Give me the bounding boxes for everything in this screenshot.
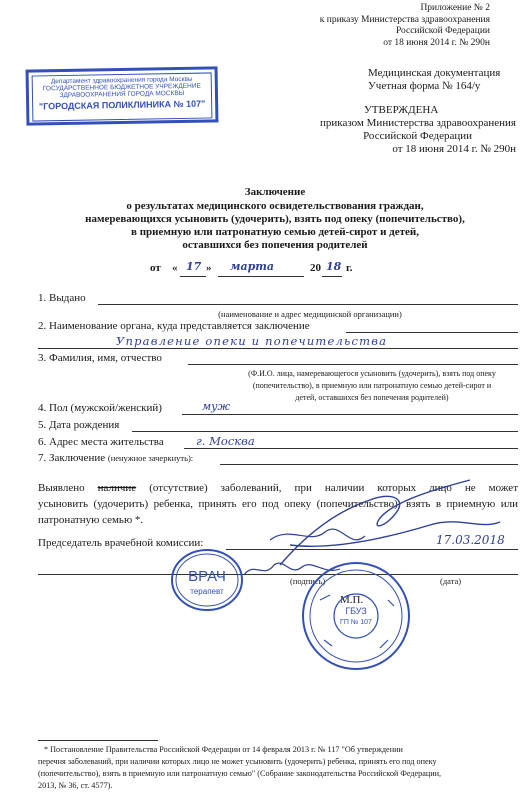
footnote-line: 2013, № 36, ст. 4577).	[38, 781, 113, 790]
quote-open: «	[172, 262, 178, 274]
form-block	[368, 67, 518, 93]
title-line: в приемную или патронатную семью детей-сирот и детей,	[131, 226, 419, 238]
footnote	[38, 744, 518, 792]
field-birthdate-line[interactable]	[132, 431, 518, 432]
date-prefix: от	[150, 262, 161, 274]
date-suffix: г.	[346, 262, 353, 274]
institution-stamp	[26, 66, 219, 125]
approved-title: УТВЕРЖДЕНА	[364, 104, 439, 116]
form-line: Учетная форма № 164/у	[368, 80, 481, 92]
footnote-line: * Постановление Правительства Российской Федерации от 14 февраля 2013 г. № 117 "Об утверждении	[44, 745, 403, 754]
title-line: о результатах медицинского освидетельствования граждан,	[126, 200, 424, 212]
footnote-line: (попечительство), взять в приемную или патронатную семью" (Собрание законодательства Российской Федерации,	[38, 769, 442, 778]
conclusion-line: патронатную семью *.	[38, 514, 144, 526]
field-address-value: г. Москва	[196, 434, 255, 448]
title-line: оставшихся без попечения родителей	[182, 239, 368, 251]
date-month: марта	[230, 260, 275, 273]
field-issued-label: 1. Выдано	[38, 292, 86, 304]
date-day: 17	[186, 260, 202, 273]
field-name-line[interactable]	[188, 364, 518, 365]
stamp-line: ГОСУДАРСТВЕННОЕ БЮДЖЕТНОЕ УЧРЕЖДЕНИЕ	[42, 82, 201, 93]
field-address-label: 6. Адрес места жительства	[38, 436, 164, 448]
approved-line: Российской Федерации	[363, 130, 472, 142]
field-sex-label: 4. Пол (мужской/женский)	[38, 402, 162, 414]
doctor-stamp-title: ВРАЧ	[188, 568, 226, 585]
field-conclusion-label	[38, 452, 193, 465]
approved-block	[288, 104, 516, 156]
date-year-suffix: 18	[326, 260, 342, 273]
round-seal	[300, 560, 412, 672]
field-authority-value: Управление опеки и попечительства	[116, 334, 388, 348]
quote-close: »	[206, 262, 212, 274]
field-conclusion-line[interactable]	[220, 464, 518, 465]
stamp-line: ЗДРАВООХРАНЕНИЯ ГОРОДА МОСКВЫ	[59, 89, 185, 100]
appendix-line: от 18 июня 2014 г. № 290н	[383, 37, 490, 48]
field-authority-label: 2. Наименование органа, куда представляется заключение	[38, 320, 310, 332]
seal-center-line: ГБУЗ	[345, 606, 367, 616]
appendix-line: Российской Федерации	[395, 26, 490, 36]
field-name-hint-line: (Ф.И.О. лица, намеревающегося усыновить (удочерить), взять под опеку	[248, 369, 496, 378]
seal-place: М.П.	[340, 594, 364, 606]
field-sex-line[interactable]	[182, 414, 518, 415]
doctor-stamp	[170, 548, 244, 612]
appendix-line: Приложение № 2	[420, 3, 490, 13]
title-word: Заключение	[244, 186, 306, 198]
date-year-underline	[322, 276, 342, 277]
title-line: намеревающихся усыновить (удочерить), взять под опеку (попечительство),	[85, 213, 465, 225]
field-conclusion-title: 7. Заключение	[38, 452, 106, 464]
title-date	[150, 262, 390, 278]
signature-hint: (подпись)	[290, 576, 326, 586]
conclusion-line: усыновить (удочерить) ребенка, принять его под опеку (попечительство), взять в приемную или	[38, 498, 518, 510]
field-sex-value: муж	[202, 400, 231, 413]
field-birthdate-label: 5. Дата рождения	[38, 419, 120, 431]
field-address-line[interactable]	[184, 448, 518, 449]
doctor-stamp-subtitle: терапевт	[190, 587, 224, 596]
stamp-line: Департамент здравоохранения города Москвы	[50, 75, 193, 86]
appendix-block	[230, 3, 490, 49]
field-name-hint	[226, 368, 518, 404]
date-year-prefix: 20	[310, 262, 321, 274]
field-name-hint-line: (попечительство), в приемную или патронатную семью детей-сирот и	[252, 381, 492, 390]
signature-date-value: 17.03.2018	[436, 533, 505, 547]
field-name-label: 3. Фамилия, имя, отчество	[38, 352, 162, 364]
document-title	[40, 186, 510, 252]
date-hint: (дата)	[440, 576, 462, 586]
stamp-line: "ГОРОДСКАЯ ПОЛИКЛИНИКА № 107"	[38, 98, 206, 112]
approved-line: приказом Министерства здравоохранения	[320, 117, 516, 129]
field-authority-line-2[interactable]	[38, 348, 518, 349]
conclusion-rest: (отсутствие) заболеваний, при наличии которых лицо не может	[149, 482, 518, 494]
field-authority-line-1[interactable]	[346, 332, 518, 333]
conclusion-struck: наличие	[97, 482, 137, 494]
field-conclusion-hint: (ненужное зачеркнуть):	[107, 453, 194, 463]
approved-line: от 18 июня 2014 г. № 290н	[392, 143, 516, 155]
appendix-line: к приказу Министерства здравоохранения	[319, 14, 490, 25]
chairman-label: Председатель врачебной комиссии:	[38, 537, 204, 549]
footnote-divider	[38, 740, 158, 741]
form-line: Медицинская документация	[368, 67, 501, 79]
seal-center-line: ГП № 107	[340, 619, 372, 626]
date-month-underline	[218, 276, 304, 277]
field-issued-hint: (наименование и адрес медицинской организации)	[218, 309, 402, 319]
footnote-line: перечня заболеваний, при наличии которых лицо не может усыновить (удочерить) ребенка, принять его под опеку	[38, 757, 437, 766]
field-issued-line[interactable]	[98, 304, 518, 305]
conclusion-word: Выявлено	[38, 482, 85, 494]
date-day-underline	[180, 276, 206, 277]
field-name-hint-line: детей, оставшихся без попечения родителей)	[295, 393, 449, 402]
